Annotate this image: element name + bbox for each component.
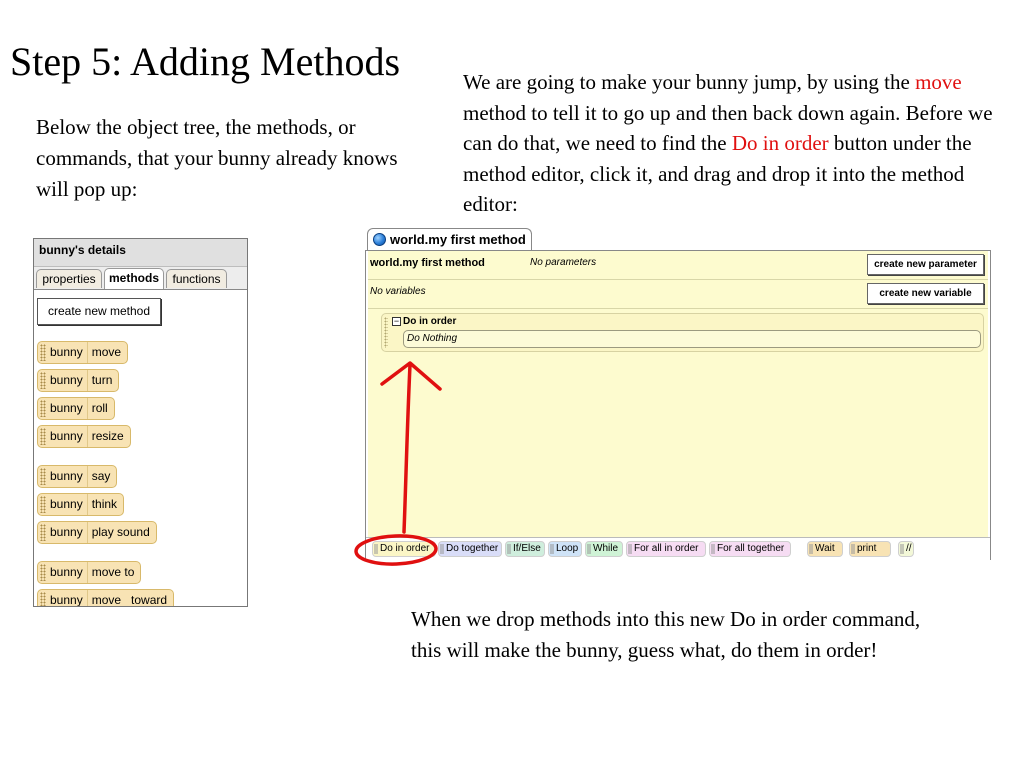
method-object: bunny: [48, 590, 88, 607]
do-in-order-highlight: Do in order: [731, 131, 829, 155]
explain-text-part2: method to tell it to go up and then back down again. Before we can do that, we need to find the: [463, 100, 993, 155]
drag-handle-icon[interactable]: [40, 592, 46, 607]
method-tile-move[interactable]: [37, 341, 128, 364]
method-name: move toward: [91, 593, 168, 607]
method-name: resize: [91, 429, 124, 443]
variables-label: No variables: [370, 286, 426, 297]
drag-handle-icon[interactable]: [40, 428, 46, 445]
drag-handle-icon[interactable]: [40, 372, 46, 389]
explain-text: [463, 67, 1019, 220]
method-object: bunny: [48, 494, 88, 515]
drag-handle-icon[interactable]: [40, 564, 46, 581]
variables-row: [368, 280, 988, 309]
method-tile-turn[interactable]: [37, 369, 119, 392]
control-tile-do-together[interactable]: Do together: [438, 541, 502, 557]
create-new-variable-button[interactable]: create new variable: [867, 283, 984, 304]
method-tile-think[interactable]: [37, 493, 124, 516]
method-object: bunny: [48, 342, 88, 363]
method-tile-roll[interactable]: [37, 397, 115, 420]
method-object: bunny: [48, 426, 88, 447]
page-title: Step 5: Adding Methods: [10, 39, 401, 84]
method-editor: [365, 250, 991, 560]
method-object: bunny: [48, 562, 88, 583]
details-header: bunny's details: [34, 239, 247, 267]
drag-handle-icon[interactable]: [40, 400, 46, 417]
control-tile-wait[interactable]: Wait: [807, 541, 843, 557]
control-tile-print[interactable]: print: [849, 541, 891, 557]
explain-text-part1: We are going to make your bunny jump, by using the: [463, 70, 916, 94]
method-name: think: [91, 497, 118, 511]
method-object: bunny: [48, 398, 88, 419]
do-nothing-placeholder[interactable]: Do Nothing: [403, 330, 981, 348]
tab-functions[interactable]: functions: [166, 269, 227, 288]
method-name: move: [91, 345, 122, 359]
collapse-icon[interactable]: −: [393, 316, 400, 326]
method-tile-play-sound[interactable]: [37, 521, 157, 544]
control-tile-comment[interactable]: //: [898, 541, 914, 557]
method-name-label: world.my first method: [370, 257, 485, 269]
create-new-method-button[interactable]: create new method: [37, 298, 161, 325]
method-editor-canvas[interactable]: [368, 251, 988, 537]
tab-properties[interactable]: properties: [36, 269, 102, 288]
method-object: bunny: [48, 522, 88, 543]
tab-method-editor-label: world.my first method: [390, 232, 526, 247]
method-tile-move-to[interactable]: [37, 561, 141, 584]
method-tile-say[interactable]: [37, 465, 117, 488]
method-object: bunny: [48, 370, 88, 391]
tab-methods[interactable]: methods: [104, 268, 164, 289]
details-tab-bar: [34, 267, 248, 290]
method-name: turn: [91, 373, 113, 387]
drag-handle-icon[interactable]: [40, 496, 46, 513]
control-tile-bar: [366, 537, 990, 560]
method-object: bunny: [48, 466, 88, 487]
control-tile-for-all-together[interactable]: For all together: [709, 541, 791, 557]
drag-handle-icon[interactable]: [40, 524, 46, 541]
method-header-row: [368, 251, 988, 280]
method-tile-resize[interactable]: [37, 425, 131, 448]
method-name: move to: [91, 565, 135, 579]
move-highlight: move: [915, 70, 962, 94]
drag-handle-icon[interactable]: [40, 468, 46, 485]
intro-text: Below the object tree, the methods, or commands, that your bunny already knows will pop up:: [36, 115, 398, 201]
control-tile-do-in-order[interactable]: Do in order: [372, 541, 436, 557]
do-in-order-block[interactable]: [381, 313, 984, 352]
control-tile-while[interactable]: While: [585, 541, 623, 557]
control-tile-for-all-in-order[interactable]: For all in order: [626, 541, 706, 557]
tab-method-editor[interactable]: [367, 228, 532, 251]
globe-icon: [373, 233, 386, 246]
method-tile-move-toward[interactable]: [37, 589, 174, 607]
parameters-label: No parameters: [530, 257, 597, 268]
explain-text-part3: button under the method editor, click it, and drag and drop it into the method editor:: [463, 131, 972, 216]
method-name: roll: [91, 401, 108, 415]
control-tile-if-else[interactable]: If/Else: [505, 541, 545, 557]
drag-handle-icon[interactable]: [384, 317, 388, 348]
method-name: play sound: [91, 525, 150, 539]
outro-text: When we drop methods into this new Do in order command, this will make the bunny, guess what, do them in order!: [411, 607, 921, 662]
create-new-parameter-button[interactable]: create new parameter: [867, 254, 984, 275]
control-tile-loop[interactable]: Loop: [548, 541, 582, 557]
details-panel: [33, 238, 248, 607]
drag-handle-icon[interactable]: [40, 344, 46, 361]
do-in-order-label: Do in order: [403, 316, 457, 327]
method-name: say: [91, 469, 111, 483]
